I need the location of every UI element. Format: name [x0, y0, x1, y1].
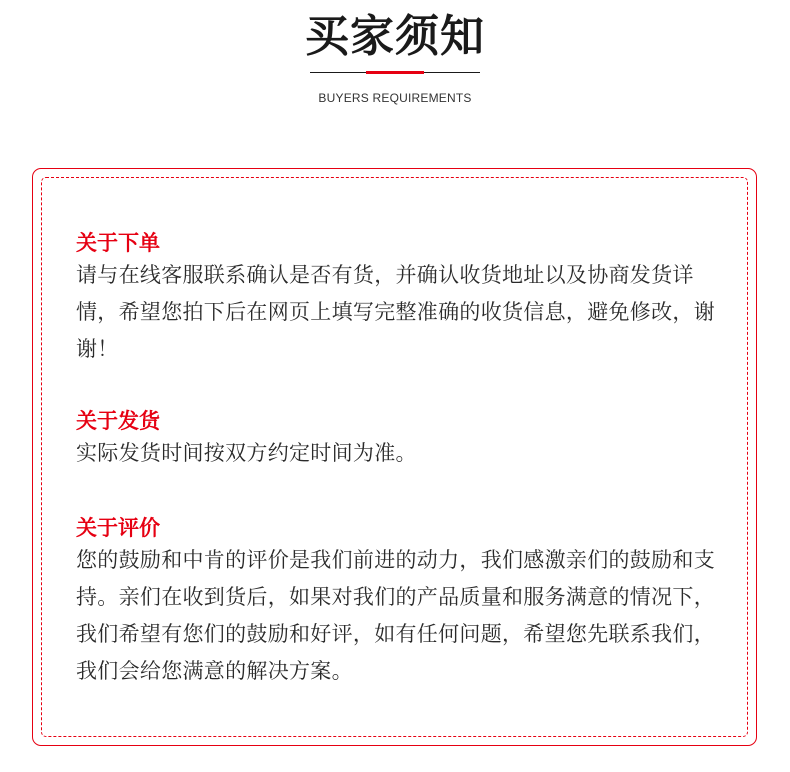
section-heading-shipping: 关于发货 — [76, 409, 160, 433]
section-body-ordering: 请与在线客服联系确认是否有货，并确认收货地址以及协商发货详情，希望您拍下后在网页上填写完整准确的收货信息，避免修改，谢谢！ — [76, 263, 715, 361]
page-subtitle: BUYERS REQUIREMENTS — [318, 91, 472, 105]
page-header — [0, 0, 790, 120]
section-body-review: 您的鼓励和中肯的评价是我们前进的动力，我们感激亲们的鼓励和支持。亲们在收到货后，如果对我们的产品质量和服务满意的情况下，我们希望有您们的鼓励和好评，如有任何问题，希望您先联系我们，我们会给您满意的解决方案。 — [76, 548, 715, 683]
section-heading-ordering: 关于下单 — [76, 231, 160, 255]
section-ordering — [76, 229, 726, 368]
section-body-shipping: 实际发货时间按双方约定时间为准。 — [76, 441, 417, 465]
section-shipping — [76, 407, 726, 472]
section-review — [76, 514, 726, 690]
title-underline-accent — [366, 71, 424, 74]
page-title: 买家须知 — [305, 11, 485, 62]
section-heading-review: 关于评价 — [76, 516, 160, 540]
